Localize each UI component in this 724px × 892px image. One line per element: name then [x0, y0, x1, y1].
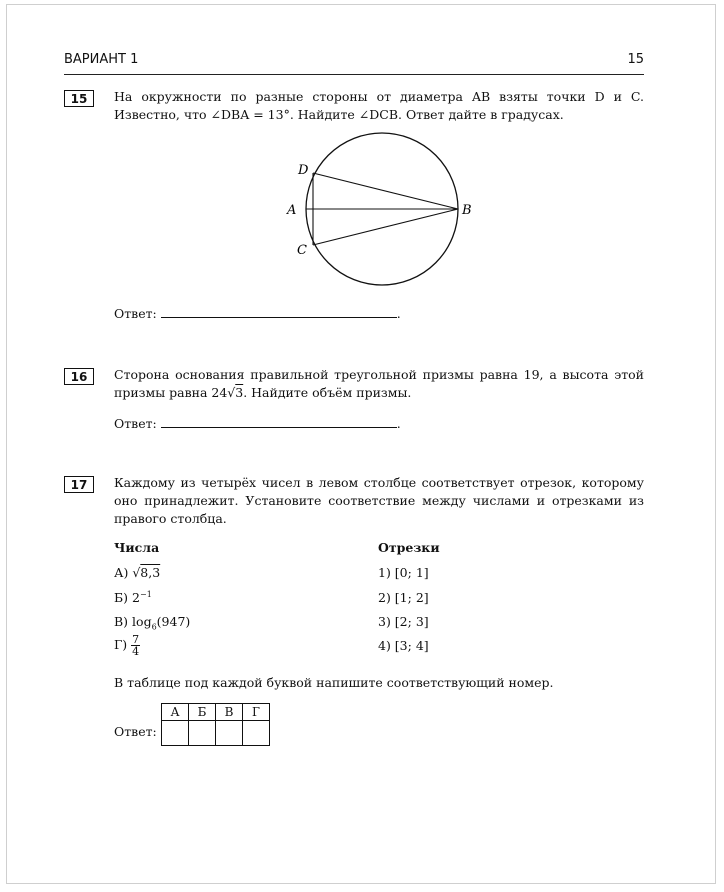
task-number-16: 16	[64, 368, 94, 385]
answer-field-16[interactable]	[161, 415, 397, 428]
numbers-header: Числа	[114, 540, 160, 555]
sqrt-sign: √	[132, 565, 141, 580]
segment-1: 1) [0; 1]	[378, 565, 429, 580]
number-a-value: 8,3	[140, 565, 161, 580]
task-17-text: Каждому из четырёх чисел в левом столбце соответствует отрезок, которому оно принадлежит. Установите соответствие между числами и отрезками из правого столбца.	[114, 475, 644, 526]
circle-figure	[276, 132, 486, 292]
table-header-g: Г	[243, 704, 270, 721]
answer-cell-b[interactable]	[189, 721, 216, 746]
answer-table-header-row	[162, 704, 270, 721]
answer-field-15[interactable]	[161, 305, 397, 318]
number-v	[114, 614, 190, 632]
label-a: A	[287, 203, 297, 218]
answer-table-input-row	[162, 721, 270, 746]
answer-label-17: Ответ:	[114, 724, 157, 739]
number-b	[114, 590, 152, 605]
answer-cell-a[interactable]	[162, 721, 189, 746]
segment-4: 4) [3; 4]	[378, 638, 429, 653]
answer-label-15: Ответ:	[114, 306, 157, 321]
number-v-log: log	[132, 614, 152, 629]
number-g-fraction	[131, 634, 140, 657]
label-c: C	[297, 243, 307, 258]
variant-title: ВАРИАНТ 1	[64, 52, 139, 67]
number-g	[114, 634, 140, 657]
number-b-prefix: Б)	[114, 590, 129, 606]
answer-line-15	[114, 305, 401, 321]
answer-end-16: .	[396, 416, 401, 431]
task-17-instruction: В таблице под каждой буквой напишите соответствующий номер.	[114, 675, 554, 690]
segments-column	[378, 540, 440, 555]
page-header	[64, 52, 644, 75]
number-a-prefix: А)	[114, 565, 129, 580]
number-g-prefix: Г)	[114, 637, 128, 652]
task-16-text	[114, 366, 644, 402]
sqrt-value: 3	[235, 385, 244, 400]
label-d: D	[298, 163, 309, 178]
answer-table	[161, 703, 270, 746]
table-header-a: А	[162, 704, 189, 721]
answer-cell-v[interactable]	[216, 721, 243, 746]
number-b-base: 2	[132, 590, 140, 606]
table-header-b: Б	[189, 704, 216, 721]
fraction-numerator: 7	[132, 633, 140, 646]
task-15-text: На окружности по разные стороны от диаметра AB взяты точки D и C. Известно, что ∠DBA = 13°. Найдите ∠DCB. Ответ дайте в градусах.	[114, 89, 644, 122]
numbers-column	[114, 540, 159, 555]
segment-3: 3) [2; 3]	[378, 614, 429, 629]
answer-line-16	[114, 415, 401, 431]
task-number-15: 15	[64, 90, 94, 107]
fraction-denominator: 4	[132, 645, 140, 658]
number-v-base: 6	[151, 622, 157, 632]
segment-2: 2) [1; 2]	[378, 590, 429, 605]
label-b: B	[462, 203, 472, 218]
number-v-prefix: В)	[114, 614, 129, 629]
number-a	[114, 565, 160, 580]
number-v-arg: (947)	[156, 614, 191, 629]
answer-cell-g[interactable]	[243, 721, 270, 746]
answer-end-15: .	[396, 306, 401, 321]
task-16-text-after: . Найдите объём призмы.	[243, 385, 412, 400]
task-number-17: 17	[64, 476, 94, 493]
page-number: 15	[627, 52, 644, 67]
answer-label-16: Ответ:	[114, 416, 157, 431]
task-16-text-before: Сторона основания правильной треугольной призмы равна 19, а высота этой призмы равна 24	[114, 367, 644, 400]
sqrt-sign: √	[227, 385, 236, 400]
segments-header: Отрезки	[378, 540, 440, 555]
table-header-v: В	[216, 704, 243, 721]
number-b-exponent: −1	[140, 590, 152, 599]
